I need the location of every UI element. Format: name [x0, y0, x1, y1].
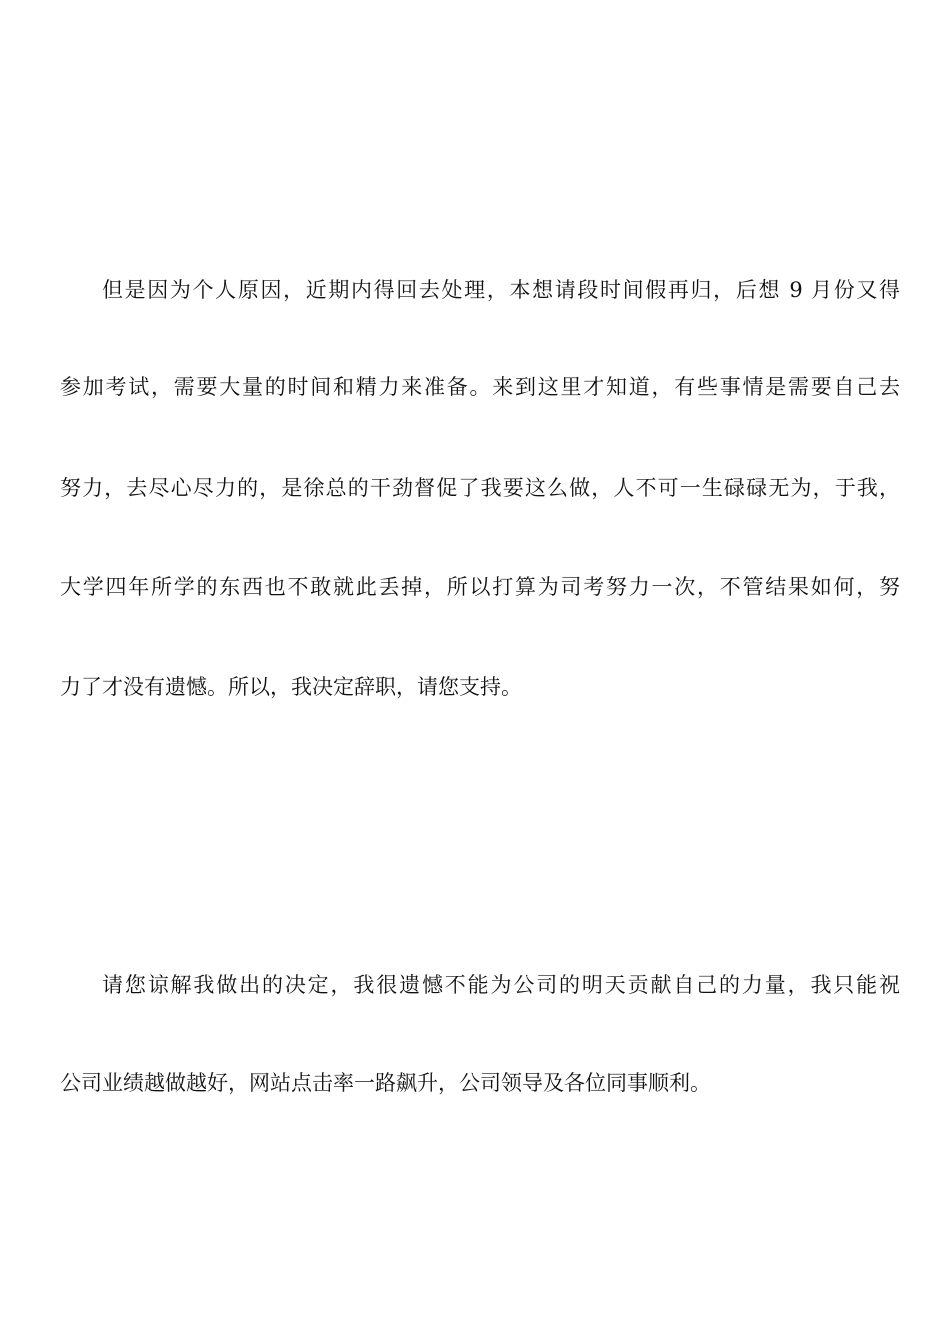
- paragraph-1-line-2: 参加考试，需要大量的时间和精力来准备。来到这里才知道，有些事情是需要自己去: [60, 375, 900, 399]
- paragraph-1-line-1: 但是因为个人原因，近期内得回去处理，本想请段时间假再归，后想 9 月份又得: [102, 278, 900, 302]
- paragraph-1-line-4: 大学四年所学的东西也不敢就此丢掉，所以打算为司考努力一次，不管结果如何，努: [60, 575, 900, 599]
- paragraph-2-line-2: 公司业绩越做越好，网站点击率一路飙升，公司领导及各位同事顺利。: [60, 1071, 711, 1095]
- paragraph-2-line-1: 请您谅解我做出的决定，我很遗憾不能为公司的明天贡献自己的力量，我只能祝: [102, 973, 900, 997]
- paragraph-1-line-3: 努力，去尽心尽力的，是徐总的干劲督促了我要这么做，人不可一生碌碌无为，于我，: [60, 476, 900, 500]
- paragraph-1-line-5: 力了才没有遗憾。所以，我决定辞职，请您支持。: [60, 675, 522, 699]
